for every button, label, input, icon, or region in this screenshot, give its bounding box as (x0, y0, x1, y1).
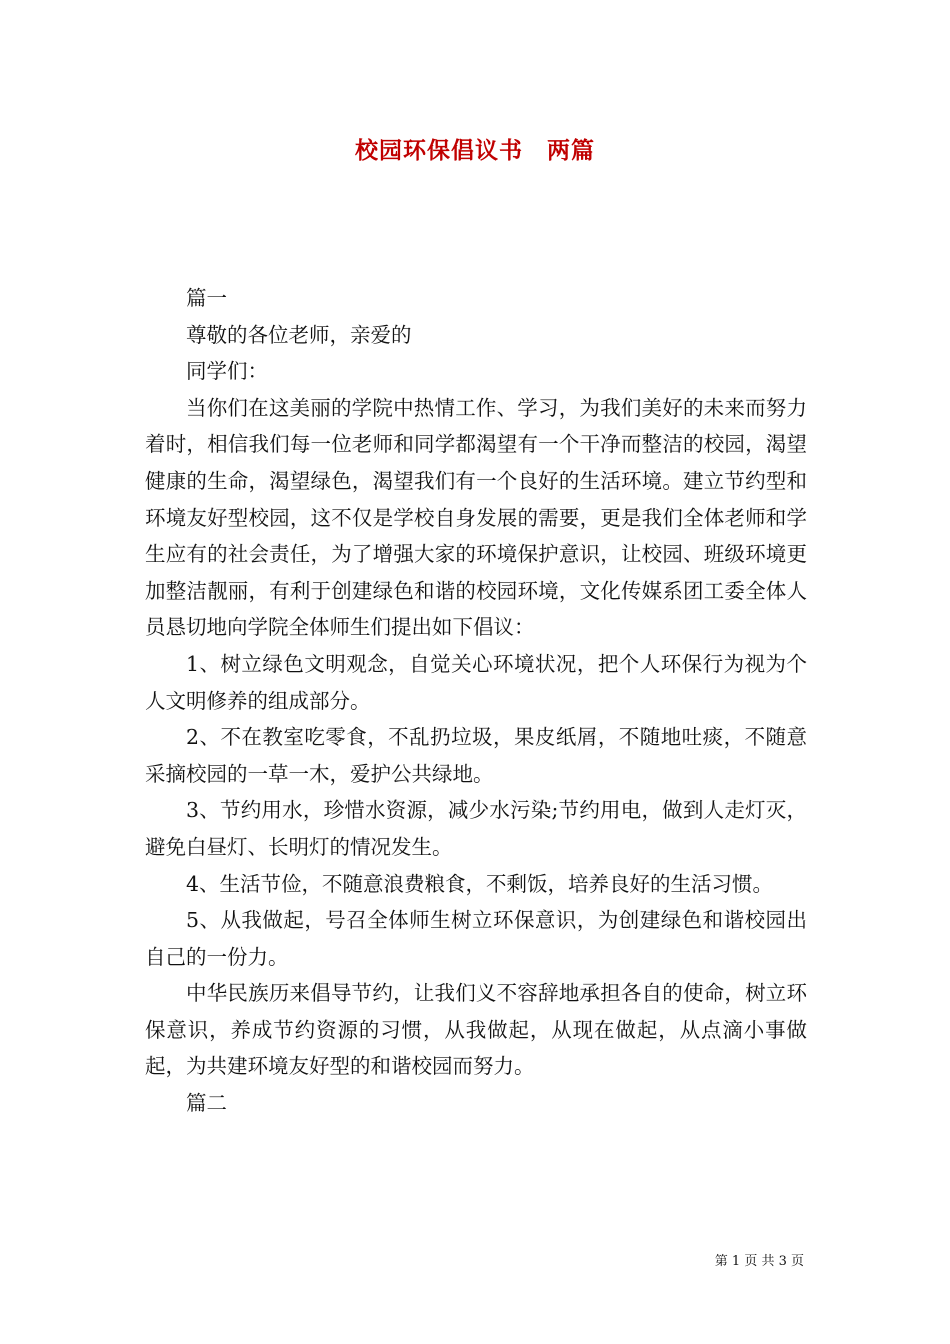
section-label: 篇一 (186, 286, 227, 310)
proposal-item: 5、从我做起，号召全体师生树立环保意识，为创建绿色和谐校园出自己的一份力。 (145, 908, 807, 969)
proposal-item: 4、生活节俭，不随意浪费粮食，不剩饭，培养良好的生活习惯。 (186, 871, 774, 896)
proposal-item: 2、不在教室吃零食，不乱扔垃圾，果皮纸屑，不随地吐痰，不随意采摘校园的一草一木，爱护公共绿地。 (145, 725, 807, 786)
section-label: 篇二 (186, 1091, 227, 1116)
document-title: 校园环保倡议书 两篇 (355, 137, 595, 164)
proposal-item: 1、树立绿色文明观念，自觉关心环境状况，把个人环保行为视为个人文明修养的组成部分。 (145, 651, 807, 713)
paragraph-intro: 当你们在这美丽的学院中热情工作、学习，为我们美好的未来而努力着时，相信我们每一位老师和同学都渴望有一个干净而整洁的校园，渴望健康的生命，渴望绿色，渴望我们有一个良好的生活环境。建立节约型和环境友好型校园，这不仅是学校自身发展的需要，更是我们全体老师和学生应有的社会责任，为了增强大家的环境保护意识，让校园、班级环境更加整洁靓丽，有利于创建绿色和谐的校园环境，文化传媒系团工委全体人员恳切地向学院全体师生们提出如下倡议： (145, 395, 807, 640)
proposal-item: 3、节约用水，珍惜水资源，减少水污染;节约用电，做到人走灯灭，避免白昼灯、长明灯的情况发生。 (145, 798, 807, 859)
salutation-line: 同学们： (186, 359, 268, 384)
document-body (145, 280, 807, 1122)
salutation-line: 尊敬的各位老师，亲爱的 (186, 322, 412, 347)
paragraph-closing: 中华民族历来倡导节约，让我们义不容辞地承担各自的使命，树立环保意识，养成节约资源的习惯，从我做起，从现在做起，从点滴小事做起，为共建环境友好型的和谐校园而努力。 (145, 981, 807, 1079)
page-number: 第 1 页 共 3 页 (714, 1254, 804, 1269)
